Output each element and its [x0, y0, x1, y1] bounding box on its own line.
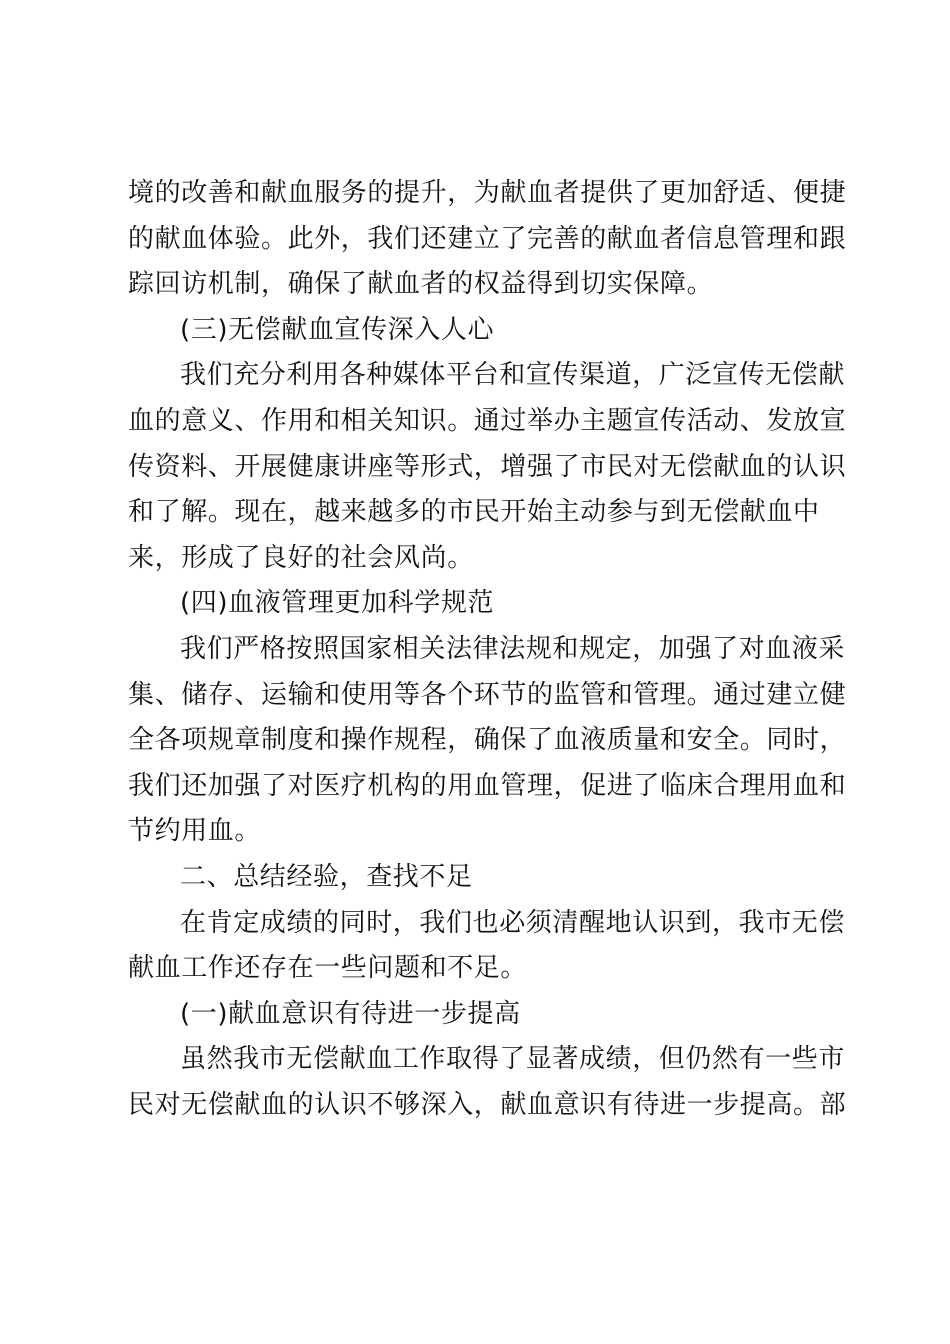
- paragraph-line: 在肯定成绩的同时，我们也必须清醒地认识到，我市无偿: [180, 907, 846, 938]
- paragraph-line: 我们充分利用各种媒体平台和宣传渠道，广泛宣传无偿献: [180, 360, 846, 391]
- chapter-heading: 二、总结经验，查找不足: [180, 861, 473, 892]
- paragraph-line: 来，形成了良好的社会风尚。: [128, 542, 474, 573]
- paragraph-line: 虽然我市无偿献血工作取得了显著成绩，但仍然有一些市: [180, 1044, 846, 1075]
- section-heading: (四)血液管理更加科学规范: [180, 588, 495, 619]
- body-text: [128, 171, 847, 1128]
- paragraph-line: 我们严格按照国家相关法律法规和规定，加强了对血液采: [180, 633, 846, 664]
- paragraph-line: 的献血体验。此外，我们还建立了完善的献血者信息管理和跟: [128, 223, 847, 254]
- paragraph-line: 和了解。现在，越来越多的市民开始主动参与到无偿献血中: [128, 497, 820, 528]
- section-heading: (三)无偿献血宣传深入人心: [180, 314, 495, 345]
- paragraph-line: 血的意义、作用和相关知识。通过举办主题宣传活动、发放宣: [128, 405, 847, 436]
- paragraph-line: 踪回访机制，确保了献血者的权益得到切实保障。: [128, 269, 714, 300]
- paragraph-line: 传资料、开展健康讲座等形式，增强了市民对无偿献血的认识: [128, 451, 847, 482]
- paragraph-line: 节约用血。: [128, 816, 262, 847]
- paragraph-line: 境的改善和献血服务的提升，为献血者提供了更加舒适、便捷: [128, 178, 847, 208]
- section-heading: (一)献血意识有待进一步提高: [180, 998, 521, 1029]
- paragraph-line: 民对无偿献血的认识不够深入，献血意识有待进一步提高。部: [128, 1089, 847, 1120]
- paragraph-line: 全各项规章制度和操作规程，确保了血液质量和安全。同时，: [128, 725, 847, 756]
- paragraph-line: 献血工作还存在一些问题和不足。: [128, 953, 528, 984]
- paragraph-line: 我们还加强了对医疗机构的用血管理，促进了临床合理用血和: [128, 770, 847, 801]
- paragraph-line: 集、储存、运输和使用等各个环节的监管和管理。通过建立健: [128, 679, 847, 710]
